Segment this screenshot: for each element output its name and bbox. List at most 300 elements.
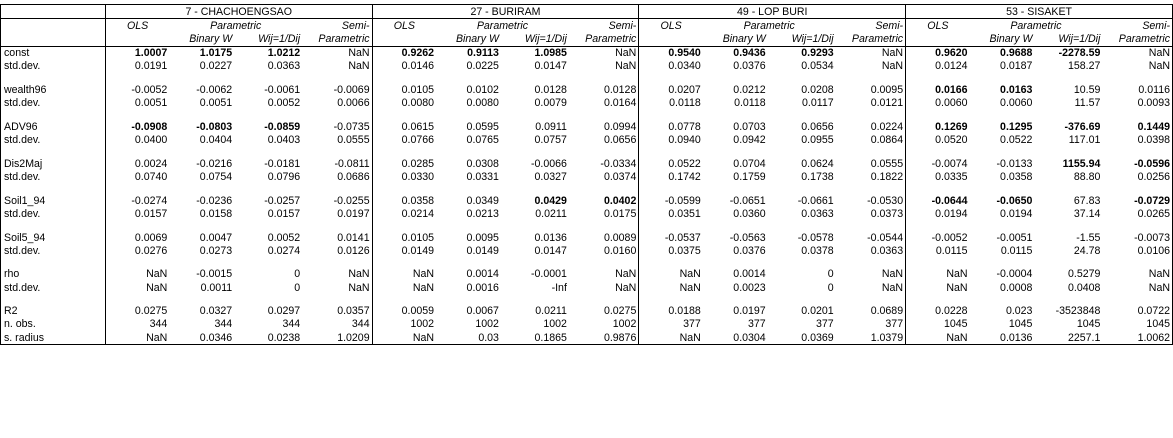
value-cell: 0.0378 [801,244,834,257]
spacer-cell [169,257,234,268]
spacer-cell [436,110,501,121]
value-cell: -0.0004 [996,268,1033,281]
value-cell: 37.14 [1073,207,1101,220]
results-sheet [0,4,1173,345]
value-cell: 0.0327 [199,305,233,318]
value-cell: -0.0274 [131,194,168,207]
spacer-cell [1034,294,1102,305]
value-cell: NaN [639,331,703,345]
spacer-cell [1,147,106,158]
table-row [1,97,1173,110]
value-cell: 0.0275 [134,305,168,318]
spacer-row [1,147,1173,158]
method-subheader-row [1,32,1173,46]
value-cell: 0.9293 [801,47,834,60]
table-row [1,157,1173,170]
header-parametric: Parametric [743,19,795,32]
value-cell: 0.0358 [1000,170,1033,183]
value-cell: 0.0375 [668,244,701,257]
value-cell: -0.0133 [996,157,1033,170]
value-cell: -0.0061 [264,84,301,97]
value-cell: -0.0257 [264,194,301,207]
value-cell: 0.0534 [801,60,834,73]
spacer-cell [105,294,169,305]
spacer-cell [302,110,372,121]
spacer-cell [703,257,768,268]
value-cell: -0.0062 [196,84,233,97]
value-cell: -0.0729 [1102,194,1172,207]
value-cell: 0.0102 [466,84,499,97]
value-cell: -0.0015 [196,268,233,281]
value-cell: 377 [683,318,701,331]
value-cell: 0.0147 [534,60,567,73]
value-cell: 0.0363 [836,244,906,257]
value-cell: -Inf [551,281,567,294]
value-cell: 0.0052 [267,97,301,110]
value-cell: -3523848 [1055,305,1101,318]
spacer-cell [234,110,302,121]
header-blank [639,32,703,46]
value-cell: 0.0191 [134,60,168,73]
row-label: R2 [1,305,106,318]
value-cell: 344 [302,318,372,331]
spacer-cell [906,73,970,84]
value-cell: NaN [412,281,435,294]
value-cell: 0.0360 [733,207,766,220]
value-cell: 0.9540 [668,47,701,60]
value-cell: 0.0265 [1102,207,1172,220]
value-cell: -1.55 [1076,231,1101,244]
value-cell: -0.0803 [196,120,233,133]
value-cell: NaN [946,268,968,281]
spacer-row [1,257,1173,268]
value-cell: 0.0765 [466,134,499,147]
value-cell: NaN [836,46,906,60]
value-cell: 0.0942 [733,134,766,147]
value-cell: 0.0689 [836,305,906,318]
header-semi-parametric: Parametric [302,32,372,46]
value-cell: 0.0555 [302,134,372,147]
method-header-row [1,19,1173,33]
value-cell: 2257.1 [1034,331,1102,345]
regression-results-table [0,4,1173,345]
value-cell: 0.0555 [836,157,906,170]
value-cell: 0.0429 [534,194,567,207]
value-cell: -0.0074 [931,157,968,170]
value-cell: 1045 [1102,318,1172,331]
spacer-cell [1102,184,1172,195]
spacer-cell [372,110,436,121]
value-cell: 0.0187 [1000,60,1033,73]
value-cell: 0.0118 [669,97,701,110]
header-wij: Wij=1/Dij [234,32,302,46]
spacer-cell [970,110,1035,121]
spacer-cell [302,220,372,231]
value-cell: -0.0859 [264,120,301,133]
spacer-cell [302,73,372,84]
value-cell: NaN [1102,268,1172,281]
value-cell: 1.0175 [199,47,233,60]
value-cell: 0.0008 [1000,281,1033,294]
row-label: Soil5_94 [1,231,106,244]
value-cell: 0.0766 [401,134,435,147]
spacer-cell [970,294,1035,305]
value-cell: -0.0236 [196,194,233,207]
value-cell: 0.0079 [534,97,567,110]
value-cell: 0.0147 [534,244,567,257]
value-cell: 0 [827,281,834,294]
table-row [1,207,1173,220]
value-cell: NaN [302,268,372,281]
value-cell: 0.0754 [199,170,233,183]
value-cell: 0.0256 [1102,170,1172,183]
value-cell: 0.0225 [466,60,499,73]
value-cell: 0.0238 [234,331,302,345]
value-cell: 0.0331 [466,170,499,183]
value-cell: 0.0211 [535,305,567,318]
row-label: wealth96 [1,83,106,96]
spacer-cell [169,73,234,84]
value-cell: 0.0141 [302,231,372,244]
value-cell: 0.0066 [302,97,372,110]
value-cell: 0.0067 [466,305,499,318]
header-blank [372,32,436,46]
value-cell: 0.0188 [668,305,701,318]
spacer-cell [970,257,1035,268]
value-cell: -0.0599 [664,194,701,207]
value-cell: 0.0126 [302,244,372,257]
spacer-cell [105,110,169,121]
spacer-cell [1102,257,1172,268]
table-row [1,60,1173,73]
value-cell: 0.0080 [466,97,499,110]
row-label: std.dev. [1,134,106,147]
region-title: 27 - BURIRAM [372,5,639,19]
value-cell: -0.0181 [264,157,301,170]
value-cell: 0.0166 [935,84,968,97]
value-cell: 0.0656 [569,134,639,147]
value-cell: 0.0014 [733,268,766,281]
value-cell: 1.0985 [534,47,567,60]
value-cell: NaN [569,281,639,294]
value-cell: 0.0740 [134,170,168,183]
value-cell: 0.1865 [501,331,569,345]
spacer-cell [639,257,703,268]
value-cell: NaN [906,331,970,345]
table-row [1,170,1173,183]
spacer-cell [1,220,106,231]
value-cell: -2278.59 [1058,47,1101,60]
spacer-cell [639,294,703,305]
value-cell: 344 [214,318,233,331]
spacer-cell [1034,184,1102,195]
value-cell: 0.9436 [733,47,766,60]
region-title: 53 - SISAKET [906,5,1173,19]
value-cell: 0.0297 [267,305,301,318]
header-blank [105,32,169,46]
value-cell: 0.0402 [569,194,639,207]
spacer-cell [372,220,436,231]
spacer-cell [569,147,639,158]
value-cell: 0.0227 [199,60,233,73]
value-cell: 1.0379 [836,331,906,345]
row-label: std.dev. [1,207,106,220]
value-cell: 0 [294,281,301,294]
value-cell: NaN [146,281,168,294]
value-cell: 0.9113 [467,47,499,60]
spacer-cell [169,294,234,305]
value-cell: 0.0346 [169,331,234,345]
header-parametric: Parametric [1010,19,1062,32]
header-wij: Wij=1/Dij [768,32,836,46]
value-cell: -0.0066 [530,157,567,170]
table-row [1,305,1173,318]
value-cell: 0.1742 [668,170,701,183]
spacer-cell [639,220,703,231]
value-cell: 0.0115 [1000,244,1033,257]
value-cell: NaN [1102,46,1172,60]
spacer-cell [1034,73,1102,84]
spacer-cell [768,257,836,268]
spacer-cell [169,147,234,158]
row-label: const [1,46,106,60]
spacer-cell [768,294,836,305]
spacer-cell [1102,73,1172,84]
table-row [1,194,1173,207]
value-cell: 0.0351 [668,207,701,220]
spacer-row [1,220,1173,231]
value-cell: 0.0308 [466,157,499,170]
value-cell: NaN [372,331,436,345]
value-cell: -0.0644 [931,194,968,207]
spacer-cell [234,220,302,231]
row-label: std.dev. [1,170,106,183]
value-cell: 0.03 [436,331,501,345]
spacer-row [1,110,1173,121]
spacer-cell [105,184,169,195]
value-cell: 0.023 [1005,305,1033,318]
spacer-cell [1,73,106,84]
spacer-cell [639,110,703,121]
value-cell: 117.01 [1068,134,1101,147]
value-cell: 0.0224 [836,120,906,133]
value-cell: NaN [1102,281,1172,294]
value-cell: 0.0403 [267,134,301,147]
spacer-cell [501,184,569,195]
spacer-cell [768,73,836,84]
value-cell: 377 [836,318,906,331]
value-cell: 1045 [943,318,968,331]
spacer-cell [436,147,501,158]
value-cell: 0.0060 [1000,97,1033,110]
value-cell: 0.0212 [733,84,766,97]
value-cell: 0.0136 [534,231,567,244]
value-cell: NaN [679,281,701,294]
value-cell: 11.57 [1074,97,1101,110]
table-row [1,134,1173,147]
value-cell: NaN [302,60,372,73]
value-cell: 0.0011 [200,281,233,294]
header-spacer [1,32,106,46]
table-row [1,281,1173,294]
value-cell: NaN [946,281,968,294]
spacer-cell [836,184,906,195]
header-semi: Semi- [302,19,372,33]
value-cell: 0.0363 [267,60,301,73]
header-blank [906,32,970,46]
value-cell: 0.0024 [134,157,168,170]
value-cell: NaN [105,331,169,345]
value-cell: 0.1759 [733,170,766,183]
spacer-cell [372,294,436,305]
value-cell: -0.0596 [1102,157,1172,170]
value-cell: 0.0211 [535,207,567,220]
value-cell: 0.0128 [534,84,567,97]
value-cell: 0.0115 [935,244,968,257]
value-cell: 0.0358 [401,194,435,207]
value-cell: 0.9876 [569,331,639,345]
value-cell: 0.0194 [1000,207,1033,220]
spacer-cell [436,73,501,84]
value-cell: 0.0093 [1102,97,1172,110]
value-cell: 0.0340 [668,60,701,73]
value-cell: -0.0650 [996,194,1033,207]
spacer-cell [169,220,234,231]
spacer-cell [501,257,569,268]
value-cell: 0.1738 [801,170,834,183]
value-cell: NaN [412,268,435,281]
header-semi: Semi- [1102,19,1172,33]
value-cell: 1002 [410,318,435,331]
value-cell: 0.0197 [733,305,766,318]
spacer-cell [569,110,639,121]
spacer-cell [234,147,302,158]
value-cell: 1002 [543,318,567,331]
spacer-cell [501,294,569,305]
value-cell: 0.0703 [733,120,766,133]
header-semi: Semi- [569,19,639,33]
spacer-cell [372,184,436,195]
value-cell: NaN [679,268,701,281]
value-cell: 0.0207 [668,84,701,97]
spacer-cell [768,110,836,121]
spacer-cell [436,257,501,268]
value-cell: 1.0209 [302,331,372,345]
header-ols: OLS [126,19,149,32]
spacer-cell [703,73,768,84]
value-cell: 0.0273 [199,244,233,257]
spacer-cell [1,257,106,268]
row-label: ADV96 [1,120,106,133]
value-cell: 0.0175 [569,207,639,220]
row-label: std.dev. [1,244,106,257]
value-cell: 0.0047 [199,231,233,244]
table-row [1,83,1173,96]
spacer-cell [1,110,106,121]
value-cell: 0.0911 [535,120,567,133]
value-cell: -0.0544 [836,231,906,244]
value-cell: 67.83 [1073,194,1101,207]
value-cell: 377 [748,318,766,331]
value-cell: 0.0080 [401,97,435,110]
value-cell: 0.0335 [935,170,968,183]
value-cell: 0.0158 [199,207,233,220]
spacer-cell [970,147,1035,158]
value-cell: 158.27 [1067,60,1101,73]
value-cell: 0.0163 [1000,84,1033,97]
spacer-cell [569,184,639,195]
value-cell: 0.0940 [668,134,701,147]
value-cell: NaN [302,46,372,60]
value-cell: 0.0014 [466,268,499,281]
value-cell: 0.1822 [836,170,906,183]
value-cell: -0.0908 [131,120,168,133]
value-cell: NaN [146,268,168,281]
spacer-cell [302,184,372,195]
spacer-cell [234,257,302,268]
spacer-cell [1102,294,1172,305]
value-cell: 0.0704 [733,157,766,170]
value-cell: NaN [302,281,372,294]
row-label: Dis2Maj [1,157,106,170]
value-cell: 88.80 [1073,170,1101,183]
value-cell: NaN [569,268,639,281]
value-cell: NaN [836,281,906,294]
spacer-cell [906,110,970,121]
spacer-cell [105,257,169,268]
spacer-cell [1102,110,1172,121]
value-cell: 0.0330 [401,170,435,183]
spacer-cell [372,257,436,268]
table-row [1,318,1173,331]
value-cell: 0.0522 [1000,134,1033,147]
spacer-cell [906,147,970,158]
value-cell: 0 [294,268,301,281]
value-cell: 0.0373 [836,207,906,220]
value-cell: 0.0164 [569,97,639,110]
value-cell: 0.0275 [569,305,639,318]
value-cell: 0.9620 [935,47,968,60]
value-cell: 0.0408 [1067,281,1101,294]
value-cell: 0.0201 [801,305,834,318]
spacer-cell [302,257,372,268]
value-cell: 0.0994 [569,120,639,133]
spacer-cell [639,73,703,84]
value-cell: 0.1449 [1102,120,1172,133]
value-cell: -0.0073 [1102,231,1172,244]
spacer-cell [169,184,234,195]
header-binary-w: Binary W [970,32,1035,46]
value-cell: 0.0520 [935,134,968,147]
value-cell: -0.0069 [302,83,372,96]
spacer-cell [1034,220,1102,231]
value-cell: -376.69 [1064,120,1101,133]
value-cell: 0.0376 [733,60,766,73]
value-cell: 0.0522 [668,157,701,170]
spacer-cell [703,184,768,195]
table-row [1,244,1173,257]
spacer-cell [836,220,906,231]
corner-cell [1,5,106,19]
spacer-cell [436,220,501,231]
spacer-cell [836,294,906,305]
spacer-cell [836,73,906,84]
value-cell: 0.0069 [134,231,168,244]
region-title: 49 - LOP BURI [639,5,906,19]
value-cell: 0.0615 [401,120,435,133]
value-cell: 0.0796 [267,170,301,183]
region-header-row [1,5,1173,19]
